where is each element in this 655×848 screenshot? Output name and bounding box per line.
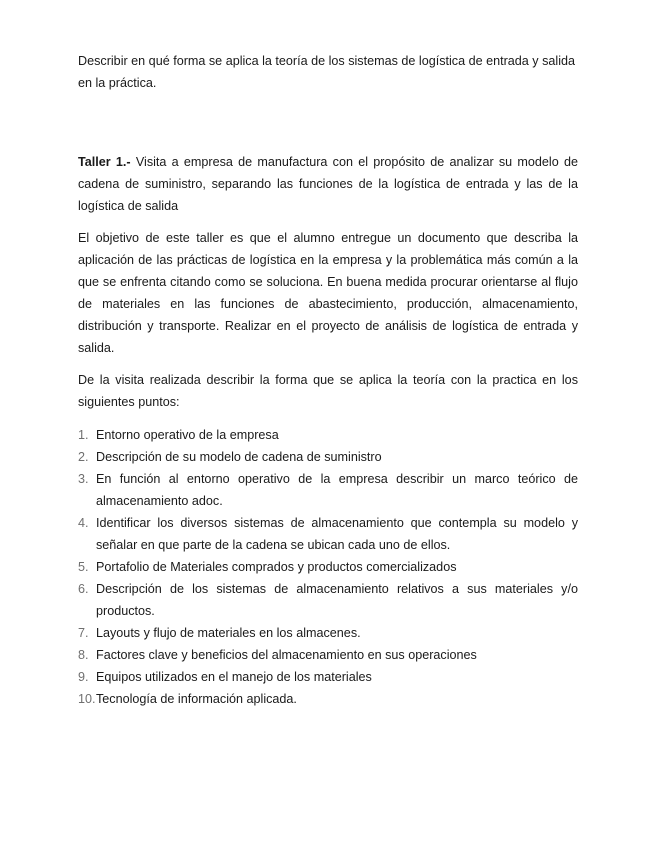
- list-item: [78, 622, 578, 644]
- list-item-text: Descripción de su modelo de cadena de suministro: [96, 450, 382, 464]
- list-item-number: 8.: [78, 648, 89, 662]
- list-item-number: 10.: [78, 692, 96, 706]
- list-item-number: 7.: [78, 626, 89, 640]
- list-item-text: Portafolio de Materiales comprados y productos comercializados: [96, 560, 457, 574]
- list-item-number: 1.: [78, 428, 89, 442]
- taller-label: Taller 1.-: [78, 155, 131, 169]
- list-item: [78, 512, 578, 556]
- list-item-text: Factores clave y beneficios del almacenamiento en sus operaciones: [96, 648, 477, 662]
- list-item-text: Identificar los diversos sistemas de almacenamiento que contempla su modelo y señalar en que parte de la cadena se ubican cada uno de ellos.: [96, 516, 578, 552]
- list-item-text: Equipos utilizados en el manejo de los materiales: [96, 670, 372, 684]
- list-item-number: 9.: [78, 670, 89, 684]
- list-item: [78, 688, 578, 710]
- list-item-text: Layouts y flujo de materiales en los almacenes.: [96, 626, 361, 640]
- list-item-text: Entorno operativo de la empresa: [96, 428, 279, 442]
- list-item-text: En función al entorno operativo de la empresa describir un marco teórico de almacenamiento adoc.: [96, 472, 578, 508]
- list-item: [78, 446, 578, 468]
- objetivo-paragraph: El objetivo de este taller es que el alumno entregue un documento que describa la aplicación de las prácticas de logística en la empresa y la problemática más común a la que se enfrenta citando como se soluciona. En buena medida procurar orientarse al flujo de materiales en las funciones de abastecimiento, producción, almacenamiento, distribución y transporte. Realizar en el proyecto de análisis de logística de entrada y salida.: [78, 231, 578, 355]
- points-list: [78, 424, 578, 710]
- list-item-number: 6.: [78, 582, 89, 596]
- list-item: [78, 666, 578, 688]
- taller-text: Visita a empresa de manufactura con el propósito de analizar su modelo de cadena de suministro, separando las funciones de la logística de entrada y las de la logística de salida: [78, 155, 578, 213]
- list-item: [78, 424, 578, 446]
- list-item: [78, 556, 578, 578]
- intro-paragraph: Describir en qué forma se aplica la teoría de los sistemas de logística de entrada y salida en la práctica.: [78, 54, 576, 90]
- taller-paragraph: [78, 151, 578, 217]
- list-item-text: Descripción de los sistemas de almacenamiento relativos a sus materiales y/o productos.: [96, 582, 578, 618]
- list-item-number: 4.: [78, 516, 89, 530]
- list-item-number: 3.: [78, 472, 89, 486]
- list-item-text: Tecnología de información aplicada.: [96, 692, 297, 706]
- list-item-number: 5.: [78, 560, 89, 574]
- list-item: [78, 644, 578, 666]
- list-item: [78, 468, 578, 512]
- list-item: [78, 578, 578, 622]
- visita-paragraph: De la visita realizada describir la forma que se aplica la teoría con la practica en los siguientes puntos:: [78, 373, 578, 409]
- list-item-number: 2.: [78, 450, 89, 464]
